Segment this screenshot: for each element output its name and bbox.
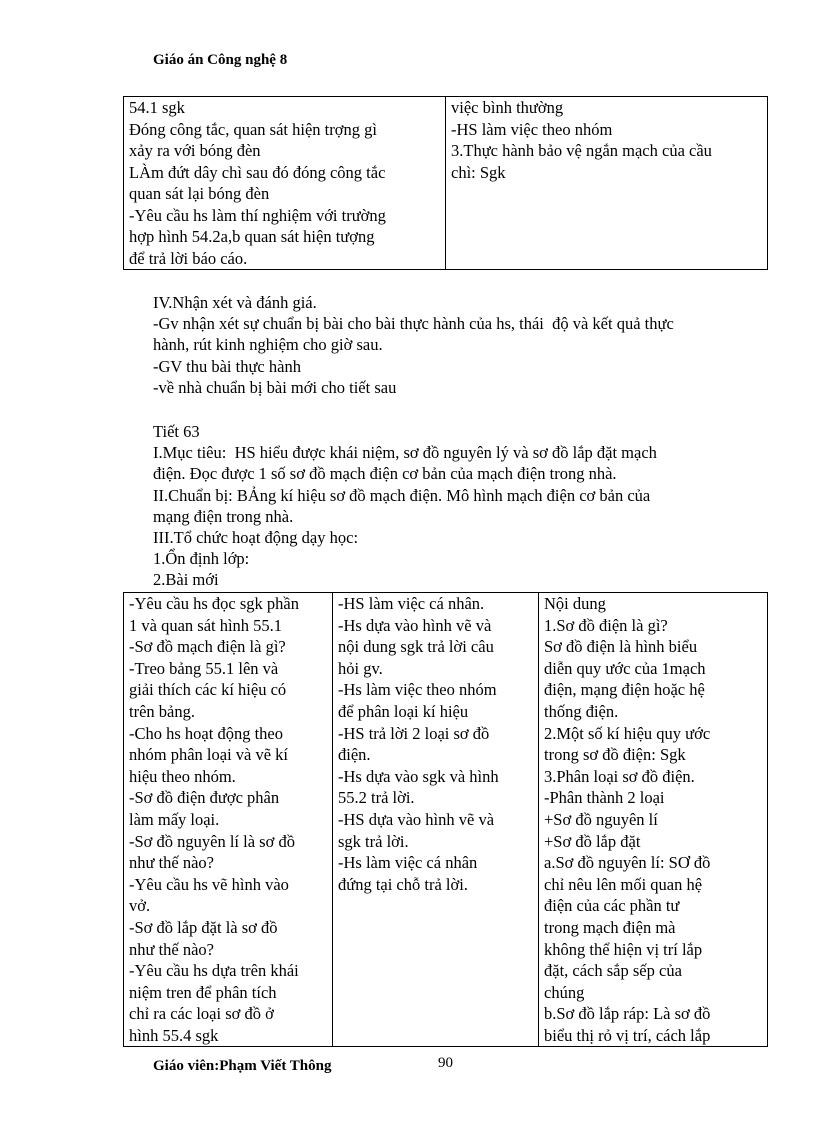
text-line: -Cho hs hoạt động theo — [129, 723, 283, 743]
section-heading: IV.Nhận xét và đánh giá. — [153, 293, 317, 312]
text-line: việc bình thường — [451, 98, 564, 117]
text-line: 3.Thực hành bảo vệ ngắn mạch của cầu — [451, 141, 712, 160]
text-line: -về nhà chuẩn bị bài mới cho tiết sau — [153, 377, 397, 397]
content-cell — [539, 593, 768, 1047]
text-line: -Hs làm việc theo nhóm — [338, 680, 497, 700]
text-line: điện, mạng điện hoặc hệ — [544, 680, 705, 700]
text-line: chỉ nêu lên mối quan hệ — [544, 874, 703, 894]
text-line: -HS trả lời 2 loại sơ đồ — [338, 723, 490, 743]
text-line: Sơ đồ điện là hình biểu — [544, 637, 698, 657]
student-activity-cell — [446, 97, 768, 270]
text-line: 3.Phân loại sơ đồ điện. — [544, 766, 695, 786]
text-line: -Hs dựa vào sgk và hình — [338, 766, 499, 786]
text-line: -Sơ đồ điện được phân — [129, 788, 280, 808]
text-line: không thể hiện vị trí lắp — [544, 939, 703, 959]
text-line: xảy ra với bóng đèn — [129, 141, 261, 160]
text-line: -Yêu cầu hs vẽ hình vào — [129, 874, 289, 894]
footer-teacher-name: Giáo viên:Phạm Viết Thông — [153, 1058, 332, 1074]
text-line: điện. — [338, 745, 371, 765]
text-line: chì: Sgk — [451, 162, 506, 182]
text-line: để phân loại kí hiệu — [338, 701, 469, 721]
text-line: -Hs dựa vào hình vẽ và — [338, 615, 492, 635]
text-line: chúng — [544, 982, 585, 1002]
text-line: 1 và quan sát hình 55.1 — [129, 615, 283, 635]
text-line: quan sát lại bóng đèn — [129, 184, 270, 203]
page-header-title: Giáo án Công nghệ 8 — [153, 52, 288, 68]
text-line: -Hs làm việc cá nhân — [338, 853, 478, 873]
text-line: -Gv nhận xét sự chuẩn bị bài cho bài thực hành của hs, thái độ và kết quả thực — [153, 314, 674, 334]
text-line: điện của các phần tư — [544, 896, 680, 916]
text-line: hình 55.4 sgk — [129, 1025, 219, 1045]
text-line: như thế nào? — [129, 939, 214, 959]
text-line: nội dung sgk trả lời câu — [338, 637, 494, 657]
text-line: II.Chuẩn bị: BẢng kí hiệu sơ đồ mạch điện. Mô hình mạch điện cơ bản của — [153, 485, 651, 505]
continued-activity-table — [123, 96, 768, 270]
text-line: 2.Bài mới — [153, 570, 219, 590]
text-line: trên bảng. — [129, 701, 195, 721]
text-line: chỉ ra các loại sơ đồ ở — [129, 1004, 274, 1024]
table-row — [124, 97, 768, 270]
text-line: III.Tổ chức hoạt động dạy học: — [153, 528, 359, 548]
text-line: -Yêu cầu hs đọc sgk phần — [129, 594, 299, 613]
text-line: vở. — [129, 896, 151, 916]
text-line: 54.1 sgk — [129, 98, 185, 117]
text-line: Nội dung — [544, 594, 606, 613]
text-line: -Sơ đồ lắp đặt là sơ đồ — [129, 917, 278, 937]
text-line: hiệu theo nhóm. — [129, 766, 236, 786]
text-line: LÀm đứt dây chì sau đó đóng công tắc — [129, 162, 386, 182]
text-line: 2.Một số kí hiệu quy ước — [544, 723, 711, 743]
evaluation-section — [153, 292, 674, 398]
text-line: diễn quy ước của 1mạch — [544, 658, 706, 678]
lesson-title: Tiết 63 — [153, 422, 200, 441]
text-line: -Yêu cầu hs làm thí nghiệm với trường — [129, 205, 386, 225]
text-line: +Sơ đồ lắp đặt — [544, 831, 641, 851]
text-line: đứng tại chỗ trả lời. — [338, 874, 468, 894]
text-line: -Phân thành 2 loại — [544, 788, 665, 808]
text-line: biểu thị rỏ vị trí, cách lắp — [544, 1025, 711, 1045]
text-line: 1.Ổn định lớp: — [153, 549, 250, 569]
text-line: I.Mục tiêu: HS hiểu được khái niệm, sơ đồ nguyên lý và sơ đồ lắp đặt mạch — [153, 443, 657, 463]
text-line: -HS làm việc cá nhân. — [338, 594, 485, 613]
text-line: trong sơ đồ điện: Sgk — [544, 745, 686, 765]
text-line: -Sơ đồ mạch điện là gì? — [129, 637, 286, 657]
text-line: hỏi gv. — [338, 658, 383, 678]
lesson-activity-table — [123, 592, 768, 1047]
text-line: để trả lời báo cáo. — [129, 248, 248, 268]
text-line: -HS làm việc theo nhóm — [451, 119, 613, 139]
text-line: -Treo bảng 55.1 lên và — [129, 658, 279, 678]
text-line: giải thích các kí hiệu có — [129, 680, 287, 700]
text-line: 55.2 trả lời. — [338, 788, 415, 808]
text-line: sgk trả lời. — [338, 831, 409, 851]
text-line: thống điện. — [544, 701, 619, 721]
lesson-63-section — [153, 421, 657, 591]
text-line: nhóm phân loại và vẽ kí — [129, 745, 289, 765]
text-line: trong mạch điện mà — [544, 917, 676, 937]
teacher-activity-cell — [124, 97, 446, 270]
table-row — [124, 593, 768, 1047]
text-line: -Sơ đồ nguyên lí là sơ đồ — [129, 831, 295, 851]
text-line: mạng điện trong nhà. — [153, 506, 294, 526]
text-line: -Yêu cầu hs dựa trên khái — [129, 961, 299, 981]
text-line: hợp hình 54.2a,b quan sát hiện tượng — [129, 227, 375, 246]
text-line: a.Sơ đồ nguyên lí: SƠ đồ — [544, 853, 711, 873]
student-activity-cell — [333, 593, 539, 1047]
text-line: b.Sơ đồ lắp ráp: Là sơ đồ — [544, 1004, 711, 1024]
text-line: Đóng công tắc, quan sát hiện trợng gì — [129, 119, 377, 139]
text-line: đặt, cách sắp sếp của — [544, 961, 682, 981]
text-line: -HS dựa vào hình vẽ và — [338, 809, 495, 829]
text-line: điện. Đọc được 1 số sơ đồ mạch điện cơ bản của mạch điện trong nhà. — [153, 464, 617, 484]
text-line: niệm tren để phân tích — [129, 982, 277, 1002]
text-line: +Sơ đồ nguyên lí — [544, 809, 658, 829]
text-line: -GV thu bài thực hành — [153, 356, 301, 376]
text-line: như thế nào? — [129, 853, 214, 873]
page-number: 90 — [438, 1055, 453, 1071]
text-line: 1.Sơ đồ điện là gì? — [544, 615, 668, 635]
text-line: làm mấy loại. — [129, 809, 220, 829]
teacher-activity-cell — [124, 593, 333, 1047]
text-line: hành, rút kinh nghiệm cho giờ sau. — [153, 335, 383, 355]
